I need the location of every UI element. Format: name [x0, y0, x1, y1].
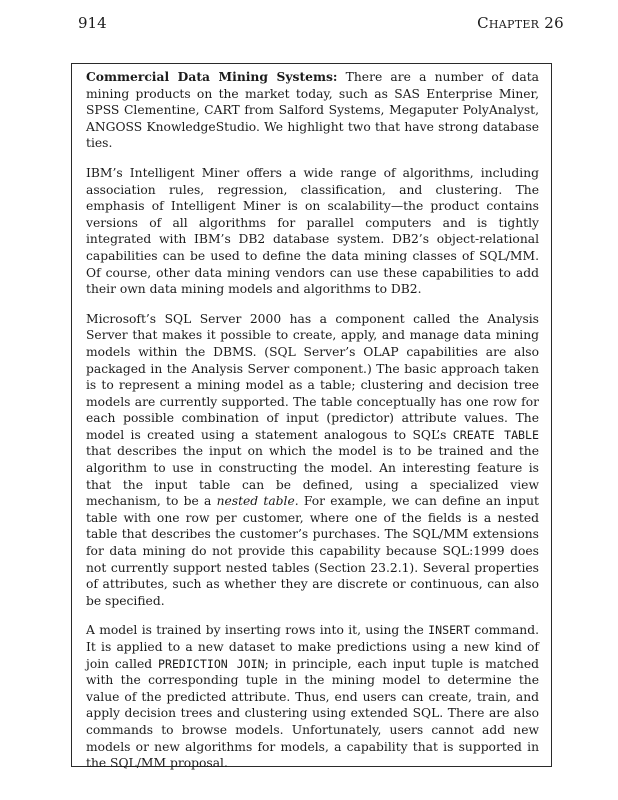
emphasis-nested-table: nested table. — [216, 494, 299, 509]
chapter-heading: Chapter 26 — [477, 14, 564, 32]
paragraph-model-training — [86, 622, 539, 771]
paragraph-text: command. It is applied to a new dataset to make predictions using a new kind of join called — [86, 623, 539, 671]
code-prediction-join: PREDICTION JOIN — [157, 656, 265, 671]
paragraph-sql-server — [86, 311, 539, 610]
paragraph-text: ; in principle, each input tuple is matched with the corresponding tuple in the mining model to determine the value of the predicted attribute. Thus, end users can create, train, and apply decision trees and clustering using extended SQL. There are also commands to browse models. Unfortunately, users cannot add new models or new algorithms for models, a capability that is supported in the SQL/MM proposal. — [86, 656, 539, 771]
box-lead-heading: Commercial Data Mining Systems: — [86, 69, 338, 84]
sidebar-box — [71, 63, 552, 771]
code-insert: INSERT — [428, 623, 471, 638]
paragraph-text: Microsoft’s SQL Server 2000 has a component called the Analysis Server that makes it possible to create, apply, and manage data mining models within the DBMS. (SQL Server’s OLAP capabilities are also packaged in the Analysis Server component.) The basic approach taken is to represent a mining model as a table; clustering and decision tree models are currently supported. The table conceptually has one row for each possible combination of input (predictor) attribute values. The model is created using a statement analogous to SQL’s — [86, 311, 539, 442]
paragraph-text: For example, we can define an input table with one row per customer, where one of the fields is a nested table that describes the customer’s purchases. The SQL/MM extensions for data mining do not provide this capability because SQL:1999 does not currently support nested tables (Section 23.2.1). Several properties of attributes, such as whether they are discrete or continuous, can also be specified. — [86, 494, 539, 608]
paragraph-intelligent-miner — [86, 165, 539, 298]
paragraph-text: that describes the input on which the model is to be trained and the algorithm to use in constructing the model. An interesting feature is that the input table can be defined, using a specialized view mechanism, to be a — [86, 444, 539, 509]
paragraph-text: There are a number of data mining products on the market today, such as SAS Enterprise Miner, SPSS Clementine, CART from Salford Systems, Megaputer PolyAnalyst, ANGOSS KnowledgeStudio. We highlight two that have strong database ties. — [86, 70, 539, 151]
paragraph-text: A model is trained by inserting rows into it, using the — [86, 623, 429, 638]
paragraph-commercial-systems — [86, 69, 539, 152]
page-number: 914 — [78, 14, 107, 32]
paragraph-text: IBM’s Intelligent Miner offers a wide range of algorithms, including association rules, regression, classification, and clustering. The emphasis of Intelligent Miner is on scalability—the product contains versions of all algorithms for parallel computers and is tightly integrated with IBM’s DB2 database system. DB2’s object-relational capabilities can be used to define the data mining classes of SQL/MM. Of course, other data mining vendors can use these capabilities to add their own data mining models and algorithms to DB2. — [86, 165, 539, 297]
code-create-table: CREATE TABLE — [452, 427, 539, 442]
